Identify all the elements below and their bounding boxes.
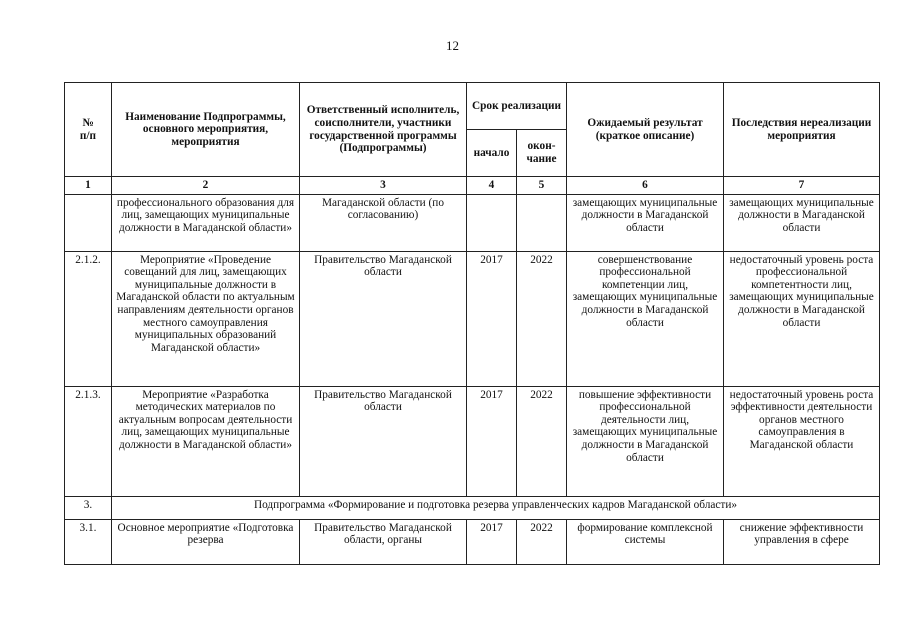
- row-name: Мероприятие «Разработка методических материалов по актуальным вопросам деятельности лиц, замещающих муниципальные должности в Магаданской области»: [112, 386, 300, 496]
- table-row: [65, 519, 880, 564]
- row-result: совершенствование профессиональной компетенции лиц, замещающих муниципальные должности в Магаданской области: [567, 251, 724, 386]
- row-start: [467, 194, 517, 251]
- row-end: 2022: [517, 251, 567, 386]
- row-start: 2017: [467, 519, 517, 564]
- header-executor: Ответственный исполнитель, соисполнители, участники государственной программы (Подпрограммы): [300, 83, 467, 177]
- subprogram-title: Подпрограмма «Формирование и подготовка резерва управленческих кадров Магаданской области»: [112, 496, 880, 519]
- row-result: повышение эффективности профессиональной деятельности лиц, замещающих муниципальные должности в Магаданской области: [567, 386, 724, 496]
- row-num: 3.1.: [65, 519, 112, 564]
- row-start: 2017: [467, 251, 517, 386]
- header-end: окон- чание: [517, 130, 567, 177]
- header-term: Срок реализации: [467, 83, 567, 130]
- row-end: 2022: [517, 386, 567, 496]
- table-row: [65, 194, 880, 251]
- row-executor: Правительство Магаданской области: [300, 386, 467, 496]
- column-number: 7: [724, 177, 880, 195]
- row-result: замещающих муниципальные должности в Магаданской области: [567, 194, 724, 251]
- column-number: 3: [300, 177, 467, 195]
- row-result: формирование комплексной системы: [567, 519, 724, 564]
- row-end: [517, 194, 567, 251]
- table-row: [65, 251, 880, 386]
- row-executor: Правительство Магаданской области: [300, 251, 467, 386]
- row-consequences: недостаточный уровень роста эффективности деятельности органов местного самоуправления в Магаданской области: [724, 386, 880, 496]
- column-number: 6: [567, 177, 724, 195]
- table-row: [65, 386, 880, 496]
- subprogram-row: [65, 496, 880, 519]
- column-number-row: [65, 177, 880, 195]
- row-num: 2.1.2.: [65, 251, 112, 386]
- program-table: [64, 82, 880, 565]
- header-row: [65, 83, 880, 130]
- row-consequences: замещающих муниципальные должности в Магаданской области: [724, 194, 880, 251]
- column-number: 1: [65, 177, 112, 195]
- column-number: 5: [517, 177, 567, 195]
- header-result: Ожидаемый результат (краткое описание): [567, 83, 724, 177]
- row-end: 2022: [517, 519, 567, 564]
- header-consequences: Последствия нереализации мероприятия: [724, 83, 880, 177]
- row-consequences: недостаточный уровень роста профессиональной компетентности лиц, замещающих муниципальные должности в Магаданской области: [724, 251, 880, 386]
- row-start: 2017: [467, 386, 517, 496]
- page-number: 12: [446, 38, 459, 53]
- subprogram-num: 3.: [65, 496, 112, 519]
- row-name: Мероприятие «Проведение совещаний для лиц, замещающих муниципальные должности в Магаданской области по актуальным направлениям деятельности органов местного самоуправления муниципальных образований Магаданской области»: [112, 251, 300, 386]
- header-start: начало: [467, 130, 517, 177]
- header-num: № п/п: [65, 83, 112, 177]
- column-number: 4: [467, 177, 517, 195]
- row-num: [65, 194, 112, 251]
- row-executor: Правительство Магаданской области, органы: [300, 519, 467, 564]
- column-number: 2: [112, 177, 300, 195]
- row-executor: Магаданской области (по согласованию): [300, 194, 467, 251]
- header-name: Наименование Подпрограммы, основного мероприятия, мероприятия: [112, 83, 300, 177]
- row-consequences: снижение эффективности управления в сфере: [724, 519, 880, 564]
- row-name: Основное мероприятие «Подготовка резерва: [112, 519, 300, 564]
- row-num: 2.1.3.: [65, 386, 112, 496]
- row-name: профессионального образования для лиц, замещающих муниципальные должности в Магаданской области»: [112, 194, 300, 251]
